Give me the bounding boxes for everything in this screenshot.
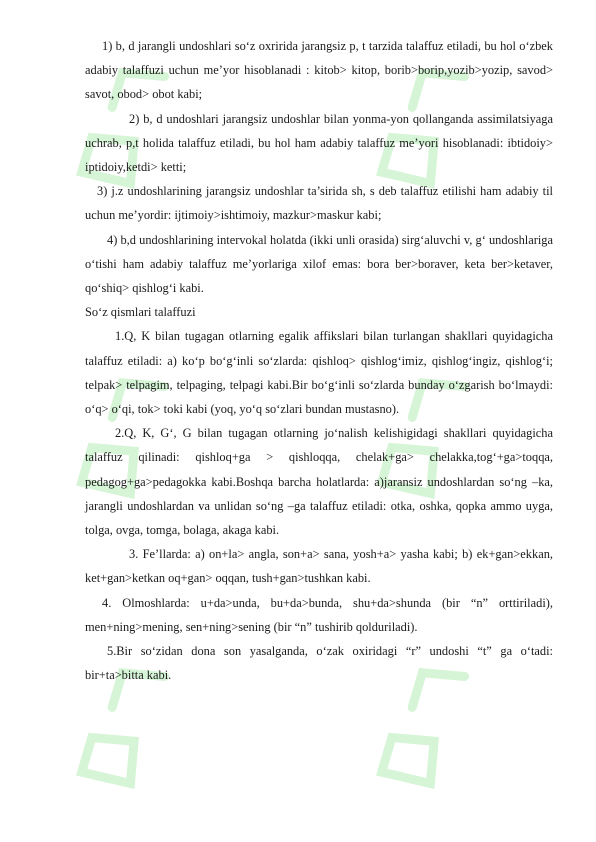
paragraph-part-4: 4. Olmoshlarda: u+da>unda, bu+da>bunda, shu+da>shunda (bir “n” orttiriladi), men+ning>mening, sen+ning>sening (bir “n” tushirib qolduriladi). — [85, 595, 553, 634]
paragraph-rule-2: 2) b, d undoshlari jarangsiz undoshlar bilan yonma-yon qollanganda assimilatsiyaga uchrab, p,t holida talaffuz etiladi, bu hol ham adabiy talaffuz me’yori hisoblanadi: ibtidoiy> iptidoiy,ketdi> ketti; — [85, 111, 553, 175]
paragraph-part-2: 2.Q, K, G‘, G bilan tugagan otlarning jo‘nalish kelishigidagi shakllari quyidagicha talaffuz qilinadi: qishloq+ga > qishloqqa, chelak+ga> chelakka,tog‘+ga>toqqa, pedagog+ga>pedagokka kabi.Boshqa barcha holatlarda: a)jaransiz undoshlardan so‘ng –ka, jarangli undoshlardan va unlidan so‘ng –ga talaffuz etiladi: otka, oshka, qopka ammo uyga, tolga, ovga, tomga, bolaga, akaga kabi. — [85, 426, 553, 538]
paragraph-rule-1: 1) b, d jarangli undoshlari so‘z oxririda jarangsiz p, t tarzida talaffuz etiladi, bu hol o‘zbek adabiy talaffuzi uchun me’yor hisoblanadi : kitob> kitop, borib>borip,yozib>yozip, savod> savot, obod> obot kabi; — [85, 39, 553, 102]
paragraph-rule-3: 3) j.z undoshlarining jarangsiz undoshlar ta’sirida sh, s deb talaffuz etilishi ham adabiy til uchun me’yordir: ijtimoiy>ishtimoiy, mazkur>maskur kabi; — [85, 184, 553, 223]
paragraph-part-3: 3. Fe’llarda: a) on+la> angla, son+a> sana, yosh+a> yasha kabi; b) ek+gan>ekkan, ket+gan>ketkan oq+gan> oqqan, tush+gan>tushkan kabi. — [85, 547, 553, 586]
paragraph-part-1: 1.Q, K bilan tugagan otlarning egalik affikslari bilan turlangan shakllari quyidagicha talaffuz etiladi: a) ko‘p bo‘g‘inli so‘zlarda: qishloq> qishlog‘imiz, qishlog‘ingiz, qishlog‘i; telpak> telpagim, telpaging, telpagi kabi.Bir bo‘g‘inli so‘zlarda bunday o‘zgarish bo‘lmaydi: o‘q> o‘qi, tok> toki kabi (yoq, yo‘q so‘zlari bundan mustasno). — [85, 329, 553, 417]
paragraph-part-5: 5.Bir so‘zidan dona son yasalganda, o‘zak oxiridagi “r” undoshi “t” ga o‘tadi: bir+ta>bitta kabi. — [85, 644, 553, 683]
document-body — [85, 34, 553, 687]
section-heading: So‘z qismlari talaffuzi — [85, 305, 196, 320]
paragraph-rule-4: 4) b,d undoshlarining intervokal holatda (ikki unli orasida) sirg‘aluvchi v, g‘ undoshlariga o‘tishi ham adabiy talaffuz me’yorlariga xilof emas: bora ber>boraver, keta ber>ketaver, qo‘shiq> qishlog‘i kabi. — [85, 232, 553, 296]
